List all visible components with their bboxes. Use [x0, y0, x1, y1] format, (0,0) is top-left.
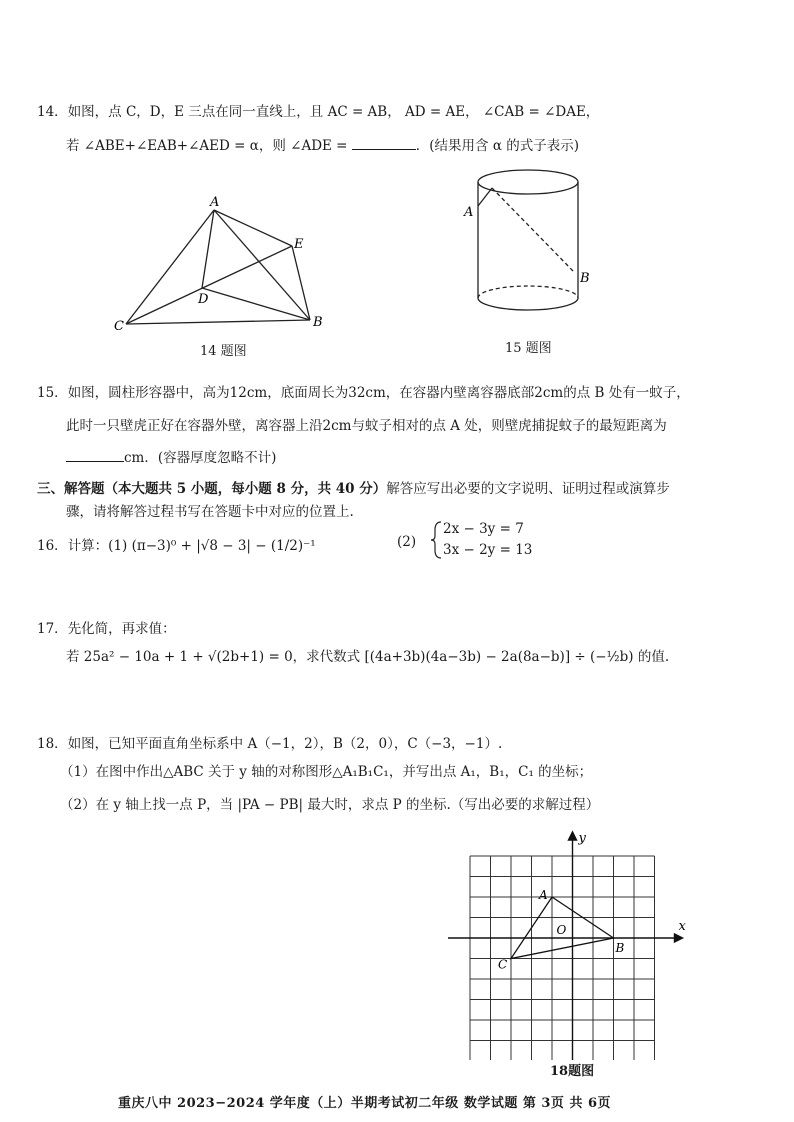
q18-coordinate-grid [440, 820, 710, 1060]
q14-answer-blank[interactable] [352, 137, 416, 150]
q15-caption: 15 题图 [505, 341, 552, 356]
q14-line2-post: ．(结果用含 α 的式子表示) [415, 138, 580, 154]
q14-text-line2 [66, 134, 579, 154]
q14-edge-AB [214, 210, 310, 320]
q17-line2: 若 25a² − 10a + 1 + √(2b+1) = 0，求代数式 [(4a+3b)(4a−3b) − 2a(8a−b)] ÷ (−½b) 的值. [66, 649, 670, 665]
q14-line1: 如图，点 C，D，E 三点在同一直线上，且 AC = AB， AD = AE， ∠CAB = ∠DAE， [67, 104, 600, 120]
q15-label-A: A [464, 205, 474, 220]
q18-number: 18． [37, 736, 68, 752]
q14-edge-CE [126, 246, 292, 324]
q16-number: 16． [37, 538, 68, 554]
q15-path-A-rim [478, 188, 492, 206]
q14-caption: 14 题图 [200, 344, 247, 359]
q16-eq1: 2x − 3y = 7 [443, 521, 524, 537]
q18-caption: 18题图 [550, 1064, 595, 1079]
q16-part1-row [37, 534, 316, 554]
q15-line3-post: cm．(容器厚度忽略不计) [124, 450, 277, 466]
q15-number: 15． [37, 385, 68, 401]
q18-label-O: O [556, 923, 567, 937]
q17-line1: 先化简，再求值： [67, 621, 176, 637]
q14-text-line1 [37, 100, 599, 120]
section3-line1-rest: 解答应写出必要的文字说明、证明过程或演算步 [386, 481, 670, 497]
q14-edge-DB [202, 288, 310, 320]
q14-edge-AE [214, 210, 292, 246]
q18-label-C: C [498, 957, 508, 972]
q18-axis-x-label: x [678, 919, 686, 934]
q16-part2-label: (2) [397, 534, 417, 550]
q15-label-B: B [580, 271, 590, 286]
q14-label-C: C [114, 319, 124, 334]
q14-edge-AD [202, 210, 214, 288]
q18-text-line1 [37, 732, 502, 752]
q15-line1: 如图，圆柱形容器中，高为12cm，底面周长为32cm，在容器内壁离容器底部2cm的点 B 处有一蚊子， [67, 385, 690, 401]
q15-line2: 此时一只壁虎正好在容器外壁，离容器上沿2cm与蚊子相对的点 A 处，则壁虎捕捉蚊子的最短距离为 [66, 418, 667, 434]
q14-edge-CB [126, 320, 310, 324]
q17-number: 17． [37, 621, 68, 637]
q14-line2-pre: 若 ∠ABE+∠EAB+∠AED = α，则 ∠ADE = [66, 138, 348, 154]
q14-label-A: A [210, 195, 220, 210]
q14-label-B: B [313, 315, 323, 330]
x-axis-arrow [675, 934, 683, 942]
q14-number: 14． [37, 104, 68, 120]
q14-label-D: D [198, 292, 209, 307]
q15-path-dashed [492, 188, 574, 272]
q18-axes [448, 832, 683, 1060]
q15-bottom-back [478, 286, 578, 298]
q18-line2: （1）在图中作出△ABC 关于 y 轴的对称图形△A₁B₁C₁，并写出点 A₁，B₁，C₁ 的坐标； [60, 764, 593, 780]
q16-brace [430, 520, 444, 560]
section3-line2: 骤，请将解答过程书写在答题卡中对应的位置上. [66, 504, 354, 520]
section3-header [37, 477, 670, 497]
y-axis-arrow [569, 832, 577, 840]
section3-title: 三、解答题（本大题共 5 小题，每小题 8 分，共 40 分） [37, 481, 387, 497]
q18-axis-y-label: y [578, 831, 586, 846]
q15-text-line3 [66, 446, 276, 466]
q18-label-A: A [539, 888, 548, 902]
q15-top-ellipse [478, 170, 578, 194]
page-footer: 重庆八中 2023−2024 学年度（上）半期考试初二年级 数学试题 第 3页 共 6页 [118, 1096, 612, 1111]
q15-answer-blank[interactable] [66, 449, 124, 462]
q18-label-B: B [615, 941, 625, 955]
q18-line1: 如图，已知平面直角坐标系中 A（−1，2），B（2，0），C（−3，−1）. [67, 736, 503, 752]
q16-part1: 计算：(1) (π−3)⁰ + |√8 − 3| − (1/2)⁻¹ [67, 538, 316, 554]
q15-bottom-front [478, 298, 578, 310]
q16-eq2: 3x − 2y = 13 [443, 542, 533, 558]
q15-figure [462, 162, 602, 332]
q14-figure [110, 190, 340, 340]
q14-label-E: E [294, 237, 304, 252]
q18-line3: （2）在 y 轴上找一点 P，当 |PA − PB| 最大时，求点 P 的坐标.（写出必要的求解过程） [60, 797, 600, 813]
q15-text-line1 [37, 381, 690, 401]
q17-text-line1 [37, 617, 176, 637]
